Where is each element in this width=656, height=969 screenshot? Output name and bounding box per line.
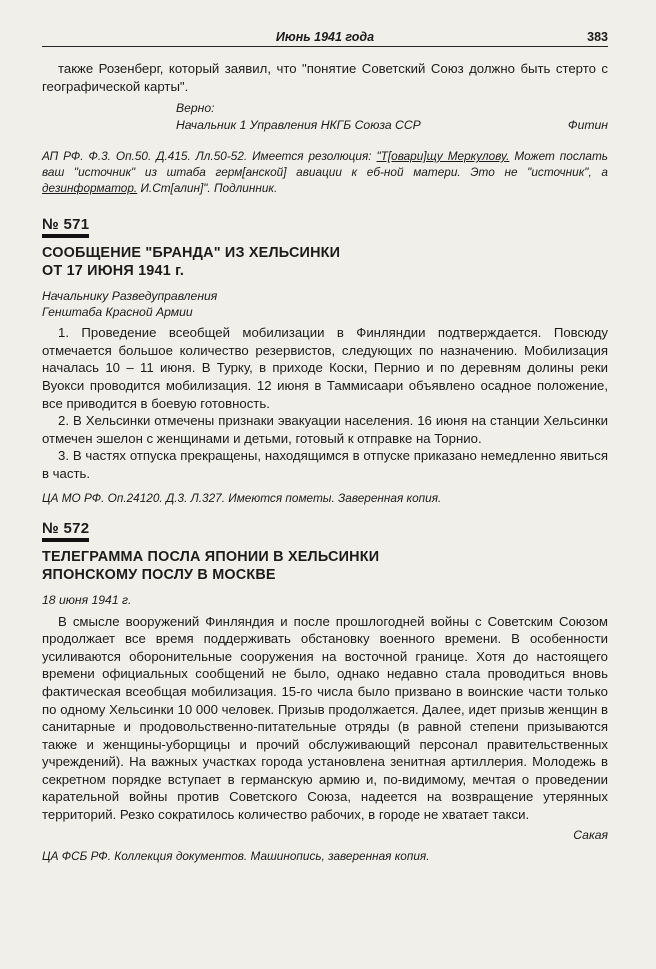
- doc-number-571: № 571: [42, 216, 89, 238]
- certification-signature: [176, 117, 608, 134]
- doc-title-571-line1: СООБЩЕНИЕ "БРАНДА" ИЗ ХЕЛЬСИНКИ: [42, 245, 341, 262]
- note-underlined-word: дезинформатор.: [42, 181, 138, 196]
- signer-position: Начальник 1 Управления НКГБ Союза ССР: [176, 118, 421, 133]
- signer-572: Сакая: [573, 827, 608, 842]
- doc-571-paragraph-1: 1. Проведение всеобщей мобилизации в Финляндии подтверждается. Повсюду отмечается большое количество резервистов, следующих по назначению. Мобилизация началась 10 – 11 июня. В Турку, в приходе Коски, Пернио и по деревням долины реки Вуокси проводится мобилизация. 12 июня в Таммисаари объявлено осадное положение, все приводится в боевую готовность.: [42, 325, 608, 411]
- doc-date-572: 18 июня 1941 г.: [42, 592, 132, 607]
- addressee-line1: Начальнику Разведуправления: [42, 289, 218, 304]
- doc-571-paragraph-3: 3. В частях отпуска прекращены, находящимся в отпуске приказано немедленно явиться в часть.: [42, 448, 608, 481]
- doc-number-572: № 572: [42, 520, 89, 542]
- doc-title-571-line2: ОТ 17 ИЮНЯ 1941 г.: [42, 263, 185, 280]
- running-header: [42, 28, 608, 47]
- note-underlined-addressee: "Т[овари]щу Меркулову.: [376, 149, 510, 164]
- doc-572-paragraph: В смысле вооружений Финляндия и после прошлогодней войны с Советским Союзом продолжает все время поддерживать обстановку военного времени. В особенности усиливаются оборонительные сооружения на восточной границе. Хотя до настоящего времени официальных сообщений не было, однако недавно стала проводиться вновь фактическая всеобщая мобилизация. 15-го числа было призвано в воинские части только по одному Хельсинки 10 000 человек. Призыв продолжается. Далее, идет призыв женщин в санитарные и продовольственно-питательные отряды (в равной степени призываются также и женщины-уборщицы и прочий обслуживающий персонал правительственных учреждений). На важных участках города установлена зенитная артиллерия. Молодежь в секретном порядке вступает в германскую армию и, по-видимому, мечтая о проведении карательной войны против Советского Союза, надеется на возвращение утерянных территорий. Резко сократилось количество рабочих, в городе не хватает такси.: [42, 613, 608, 823]
- doc-title-571: [42, 244, 608, 280]
- source-note-572: ЦА ФСБ РФ. Коллекция документов. Машинопись, заверенная копия.: [42, 848, 430, 863]
- certification-block: [176, 100, 608, 134]
- note-part-c: И.Ст[алин]". Подлинник.: [137, 181, 278, 196]
- doc-title-572-line1: ТЕЛЕГРАММА ПОСЛА ЯПОНИИ В ХЕЛЬСИНКИ: [42, 548, 380, 565]
- doc-571: [42, 216, 608, 505]
- prev-doc-text: также Розенберг, который заявил, что "понятие Советский Союз должно быть стерто с географической карты".: [42, 61, 608, 94]
- signer-name: Фитин: [567, 118, 608, 133]
- source-note-571: ЦА МО РФ. Оп.24120. Д.3. Л.327. Имеются пометы. Заверенная копия.: [42, 490, 442, 505]
- doc-title-572-line2: ЯПОНСКОМУ ПОСЛУ В МОСКВЕ: [42, 566, 276, 583]
- note-part-b: Может послать ваш "источник" из штаба герм[анской] авиации к еб-ной матери. Это не "источник", а: [42, 149, 608, 180]
- doc-571-paragraph-2: 2. В Хельсинки отмечены признаки эвакуации населения. 16 июня на станции Хельсинки отмечен эшелон с женщинами и детьми, готовый к отправке на Торнио.: [42, 413, 608, 446]
- certified-label: Верно:: [176, 101, 215, 116]
- doc-title-572: [42, 548, 608, 584]
- document-page: [42, 28, 608, 864]
- note-part-a: АП РФ. Ф.3. Оп.50. Д.415. Лл.50-52. Имеется резолюция:: [42, 149, 377, 164]
- doc-571-body: [42, 324, 608, 482]
- addressee-line2: Генштаба Красной Армии: [42, 305, 193, 320]
- page-number: 383: [587, 30, 608, 44]
- archive-note-resolution: [42, 148, 608, 196]
- addressee-571: [42, 288, 608, 320]
- running-title: Июнь 1941 года: [275, 30, 375, 44]
- doc-572: [42, 520, 608, 864]
